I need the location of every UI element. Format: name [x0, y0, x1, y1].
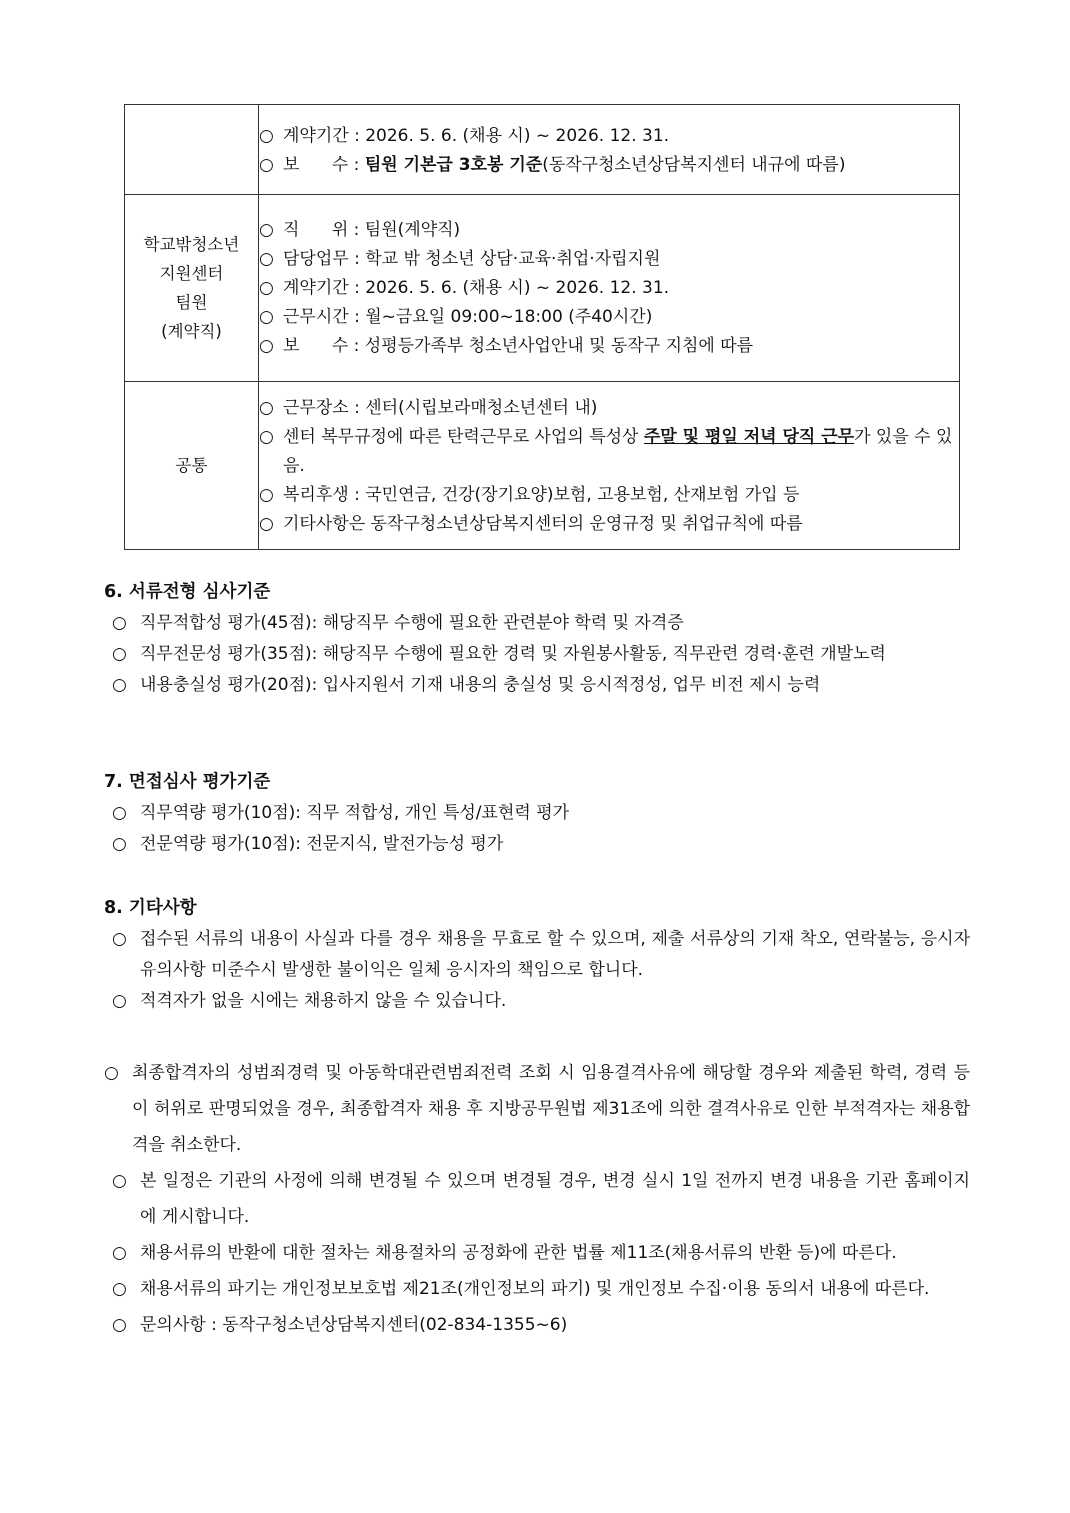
list-item — [104, 986, 970, 1017]
row-content — [259, 195, 960, 382]
list-item — [259, 216, 959, 245]
employment-conditions-table — [124, 104, 960, 550]
bullet-circle-icon: ○ — [259, 514, 274, 534]
bullet-circle-icon: ○ — [112, 991, 127, 1011]
list-item — [259, 151, 959, 180]
bullet-circle-icon: ○ — [259, 219, 274, 240]
bullet-circle-icon: ○ — [112, 803, 127, 823]
bullet-circle-icon: ○ — [104, 1063, 119, 1083]
label-line: 팀원 — [175, 293, 208, 312]
salary-bold-text: 팀원 기본급 3호봉 기준 — [364, 154, 543, 175]
duties-text: 담당업무 : 학교 밖 청소년 상담·교육·취업·자립지원 — [283, 248, 661, 269]
section-interview-criteria — [104, 766, 970, 860]
list-item — [104, 1307, 970, 1343]
table-row — [125, 105, 960, 195]
salary-text: 보 수 : 성평등가족부 청소년사업안내 및 동작구 지침에 따름 — [283, 335, 754, 356]
bullet-circle-icon: ○ — [259, 398, 274, 418]
row-content — [259, 105, 960, 195]
benefits-text: 복리후생 : 국민연금, 건강(장기요양)보험, 고용보험, 산재보험 가입 등 — [283, 485, 800, 505]
flexible-work-prefix: 센터 복무규정에 따른 탄력근무로 사업의 특성상 — [283, 427, 644, 447]
row-content — [259, 382, 960, 550]
list-item — [104, 1235, 970, 1271]
criterion-text: 직무전문성 평가(35점): 해당직무 수행에 필요한 경력 및 자원봉사활동, 직무관련 경력·훈련 개발노력 — [140, 644, 886, 664]
section-other-matters — [104, 892, 970, 1017]
flexible-work-text — [283, 423, 959, 481]
night-duty-bold-text: 주말 및 평일 저녁 당직 근무 — [643, 427, 855, 447]
bullet-circle-icon: ○ — [112, 1315, 127, 1335]
bullet-circle-icon: ○ — [259, 125, 274, 146]
bullet-circle-icon: ○ — [112, 1243, 127, 1263]
bullet-circle-icon: ○ — [259, 427, 274, 447]
list-item — [104, 798, 970, 829]
bullet-circle-icon: ○ — [259, 154, 274, 175]
notice-text: 채용서류의 파기는 개인정보보호법 제21조(개인정보의 파기) 및 개인정보 수집·이용 동의서 내용에 따른다. — [140, 1279, 930, 1299]
section-title: 6. 서류전형 심사기준 — [104, 582, 271, 602]
bullet-circle-icon: ○ — [259, 306, 274, 327]
contact-text: 문의사항 : 동작구청소년상담복지센터(02-834-1355~6) — [140, 1315, 568, 1335]
list-item — [104, 1055, 970, 1163]
table-row — [125, 195, 960, 382]
list-item — [259, 394, 959, 423]
salary-prefix: 보 수 : — [283, 154, 365, 175]
list-item — [259, 481, 959, 510]
section-document-screening — [104, 576, 970, 701]
list-item — [104, 670, 970, 701]
bullet-circle-icon: ○ — [112, 644, 127, 664]
bullet-circle-icon: ○ — [112, 1171, 127, 1191]
notice-text: 최종합격자의 성범죄경력 및 아동학대관련범죄전력 조회 시 임용결격사유에 해당할 경우와 제출된 학력, 경력 등이 허위로 판명되었을 경우, 최종합격자 채용 후 지방공무원법 제31조에 의한 결격사유로 인한 부적격자는 채용합격을 취소한다. — [132, 1063, 970, 1155]
list-item — [104, 924, 970, 986]
list-item — [104, 1271, 970, 1307]
criterion-text: 전문역량 평가(10점): 전문지식, 발전가능성 평가 — [140, 834, 504, 854]
label-line: 지원센터 — [159, 264, 224, 283]
section-title: 7. 면접심사 평가기준 — [104, 772, 271, 792]
row-label-empty — [125, 105, 259, 195]
label-line: (계약직) — [161, 322, 222, 341]
work-location-text: 근무장소 : 센터(시립보라매청소년센터 내) — [283, 398, 598, 418]
criterion-text: 직무역량 평가(10점): 직무 적합성, 개인 특성/표현력 평가 — [140, 803, 570, 823]
bullet-circle-icon: ○ — [112, 929, 127, 949]
final-notes — [104, 1055, 970, 1343]
work-hours-text: 근무시간 : 월~금요일 09:00~18:00 (주40시간) — [283, 306, 653, 327]
list-item — [104, 829, 970, 860]
row-label-common: 공통 — [125, 382, 259, 550]
list-item — [259, 332, 959, 361]
bullet-circle-icon: ○ — [112, 1279, 127, 1299]
list-item — [259, 303, 959, 332]
row-label-out-of-school-team — [125, 195, 259, 382]
bullet-circle-icon: ○ — [112, 675, 127, 695]
position-text: 직 위 : 팀원(계약직) — [283, 219, 461, 240]
list-item — [104, 639, 970, 670]
criterion-text: 직무적합성 평가(45점): 해당직무 수행에 필요한 관련분야 학력 및 자격증 — [140, 613, 684, 633]
list-item — [259, 510, 959, 539]
bullet-circle-icon: ○ — [112, 834, 127, 854]
salary-suffix: (동작구청소년상담복지센터 내규에 따름) — [542, 154, 846, 175]
contract-period-text: 계약기간 : 2026. 5. 6. (채용 시) ~ 2026. 12. 31. — [283, 125, 670, 146]
list-item — [259, 274, 959, 303]
notice-text: 채용서류의 반환에 대한 절차는 채용절차의 공정화에 관한 법률 제11조(채용서류의 반환 등)에 따른다. — [140, 1243, 897, 1263]
section-title: 8. 기타사항 — [104, 898, 197, 918]
list-item — [259, 122, 959, 151]
other-regulations-text: 기타사항은 동작구청소년상담복지센터의 운영규정 및 취업규칙에 따름 — [283, 514, 803, 534]
bullet-circle-icon: ○ — [112, 613, 127, 633]
list-item — [104, 1163, 970, 1235]
bullet-circle-icon: ○ — [259, 248, 274, 269]
bullet-circle-icon: ○ — [259, 277, 274, 298]
notice-text: 본 일정은 기관의 사정에 의해 변경될 수 있으며 변경될 경우, 변경 실시 1일 전까지 변경 내용을 기관 홈페이지에 게시합니다. — [140, 1171, 970, 1227]
criterion-text: 내용충실성 평가(20점): 입사지원서 기재 내용의 충실성 및 응시적정성, 업무 비전 제시 능력 — [140, 675, 821, 695]
label-line: 학교밖청소년 — [143, 235, 240, 254]
bullet-circle-icon: ○ — [259, 485, 274, 505]
list-item — [259, 423, 959, 481]
notice-text: 적격자가 없을 시에는 채용하지 않을 수 있습니다. — [140, 991, 507, 1011]
table-row — [125, 382, 960, 550]
bullet-circle-icon: ○ — [259, 335, 274, 356]
list-item — [104, 608, 970, 639]
flexible-work-suffix: 가 있을 수 있음. — [283, 427, 953, 476]
list-item — [259, 245, 959, 274]
contract-period-text: 계약기간 : 2026. 5. 6. (채용 시) ~ 2026. 12. 31. — [283, 277, 670, 298]
notice-text: 접수된 서류의 내용이 사실과 다를 경우 채용을 무효로 할 수 있으며, 제출 서류상의 기재 착오, 연락불능, 응시자 유의사항 미준수시 발생한 불이익은 일체 응시자의 책임으로 합니다. — [140, 929, 970, 980]
